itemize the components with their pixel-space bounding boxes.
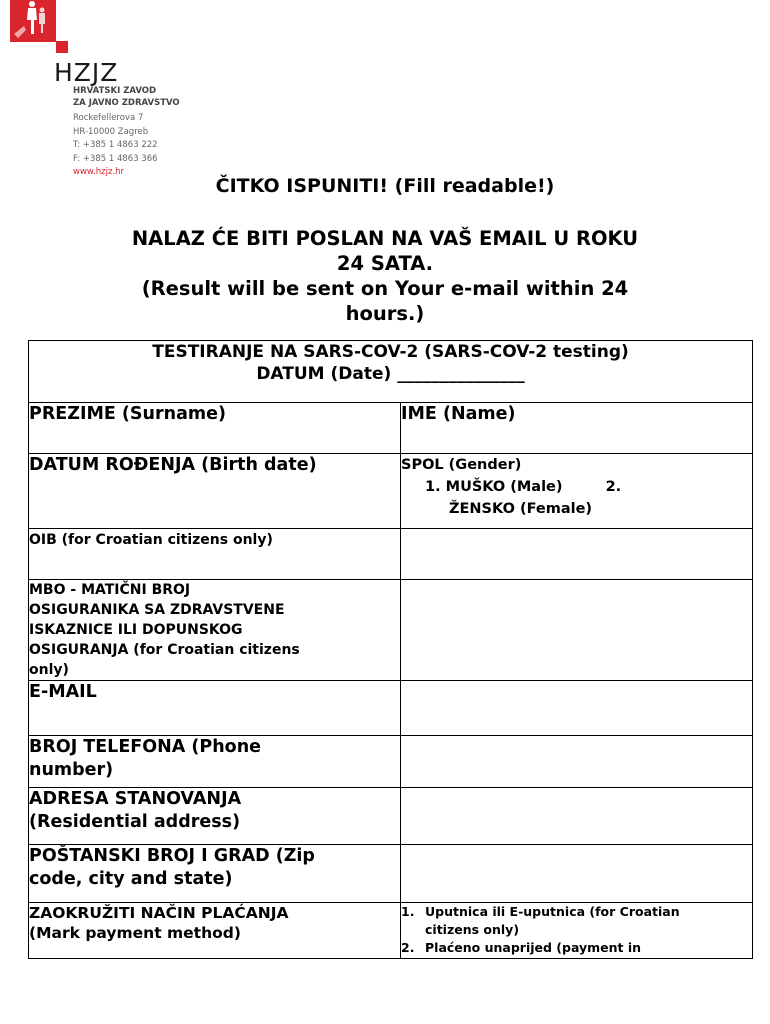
payment-option-prepaid[interactable]: 2. Plaćeno unaprijed (payment in [401, 940, 642, 955]
institute-city: HR-10000 Zagreb [73, 126, 149, 137]
result-notice-line2: 24 SATA. [336, 252, 434, 275]
result-notice-heading [50, 226, 720, 326]
payment-option-referral-cont: citizens only) [425, 922, 520, 937]
gender-option-female[interactable]: ŽENSKO (Female) [449, 501, 593, 517]
phone-label-line1: BROJ TELEFONA (Phone [29, 737, 262, 757]
form-title: TESTIRANJE NA SARS-COV-2 (SARS-COV-2 testing) [152, 342, 629, 362]
zip-city-input-cell[interactable] [401, 845, 753, 903]
mbo-label-cell [29, 580, 401, 681]
email-label-cell [29, 681, 401, 736]
institute-street: Rockefellerova 7 [73, 113, 144, 123]
date-field-label[interactable]: DATUM (Date) _______________ [256, 364, 525, 384]
fill-readable-heading: ČITKO ISPUNITI! (Fill readable!) [215, 175, 555, 197]
surname-field[interactable] [29, 403, 401, 454]
address-input-cell[interactable] [401, 788, 753, 845]
phone-label-cell [29, 736, 401, 788]
institute-website-link[interactable]: www.hzjz.hr [73, 167, 125, 177]
institute-address-block [73, 86, 180, 179]
oib-row [29, 529, 753, 580]
oib-label: OIB (for Croatian citizens only) [29, 532, 273, 548]
institute-name-line1: HRVATSKI ZAVOD [73, 86, 157, 96]
institute-name-line2: ZA JAVNO ZDRAVSTVO [73, 97, 180, 108]
gender-option-male[interactable]: 1. MUŠKO (Male) [425, 479, 563, 495]
phone-input-cell[interactable] [401, 736, 753, 788]
mbo-label-line2: OSIGURANIKA SA ZDRAVSTVENE [29, 602, 285, 618]
address-label-line1: ADRESA STANOVANJA [29, 789, 242, 809]
name-label: IME (Name) [401, 404, 516, 424]
mbo-label-line4: OSIGURANJA (for Croatian citizens [29, 642, 300, 658]
zip-city-row [29, 845, 753, 903]
result-notice-line1: NALAZ ĆE BITI POSLAN NA VAŠ EMAIL U ROKU [131, 227, 639, 250]
mbo-input-cell[interactable] [401, 580, 753, 681]
gender-label: SPOL (Gender) [401, 457, 522, 473]
zip-city-label-cell [29, 845, 401, 903]
testing-form-table [28, 340, 753, 959]
payment-label-cell [29, 903, 401, 959]
logo-red-square [56, 41, 68, 53]
surname-label: PREZIME (Surname) [29, 404, 226, 424]
oib-label-cell [29, 529, 401, 580]
hzjz-logo-figures-icon [10, 0, 56, 42]
mbo-label-line5: only) [29, 662, 69, 678]
email-row [29, 681, 753, 736]
result-notice-line3: (Result will be sent on Your e-mail within 24 [141, 277, 629, 300]
payment-row [29, 903, 753, 959]
payment-label-line2: (Mark payment method) [29, 924, 241, 942]
gender-option-female-number: 2. [605, 479, 622, 495]
phone-label-line2: number) [29, 760, 114, 780]
birth-date-field[interactable] [29, 454, 401, 529]
brand-logo-text: HZJZ [54, 58, 119, 87]
address-label-line2: (Residential address) [29, 812, 241, 832]
result-notice-line4: hours.) [345, 302, 425, 325]
institute-phone: T: +385 1 4863 222 [73, 140, 158, 150]
institute-fax: F: +385 1 4863 366 [73, 153, 158, 164]
name-row [29, 403, 753, 454]
mbo-label-line1: MBO - MATIČNI BROJ [29, 582, 191, 598]
oib-input-cell[interactable] [401, 529, 753, 580]
birth-date-label: DATUM ROĐENJA (Birth date) [29, 455, 317, 475]
email-input-cell[interactable] [401, 681, 753, 736]
payment-options-cell [401, 903, 753, 959]
payment-label-line1: ZAOKRUŽITI NAČIN PLAĆANJA [29, 904, 289, 922]
form-caption-row [29, 341, 753, 403]
name-field[interactable] [401, 403, 753, 454]
address-label-cell [29, 788, 401, 845]
form-caption-cell [29, 341, 753, 403]
address-row [29, 788, 753, 845]
mbo-label-line3: ISKAZNICE ILI DOPUNSKOG [29, 622, 243, 638]
zip-city-label-line2: code, city and state) [29, 869, 233, 889]
email-label: E-MAIL [29, 682, 97, 702]
birth-gender-row [29, 454, 753, 529]
phone-row [29, 736, 753, 788]
gender-field [401, 454, 753, 529]
zip-city-label-line1: POŠTANSKI BROJ I GRAD (Zip [29, 846, 315, 866]
mbo-row [29, 580, 753, 681]
payment-option-referral[interactable]: 1. Uputnica ili E-uputnica (for Croatian [401, 904, 680, 919]
